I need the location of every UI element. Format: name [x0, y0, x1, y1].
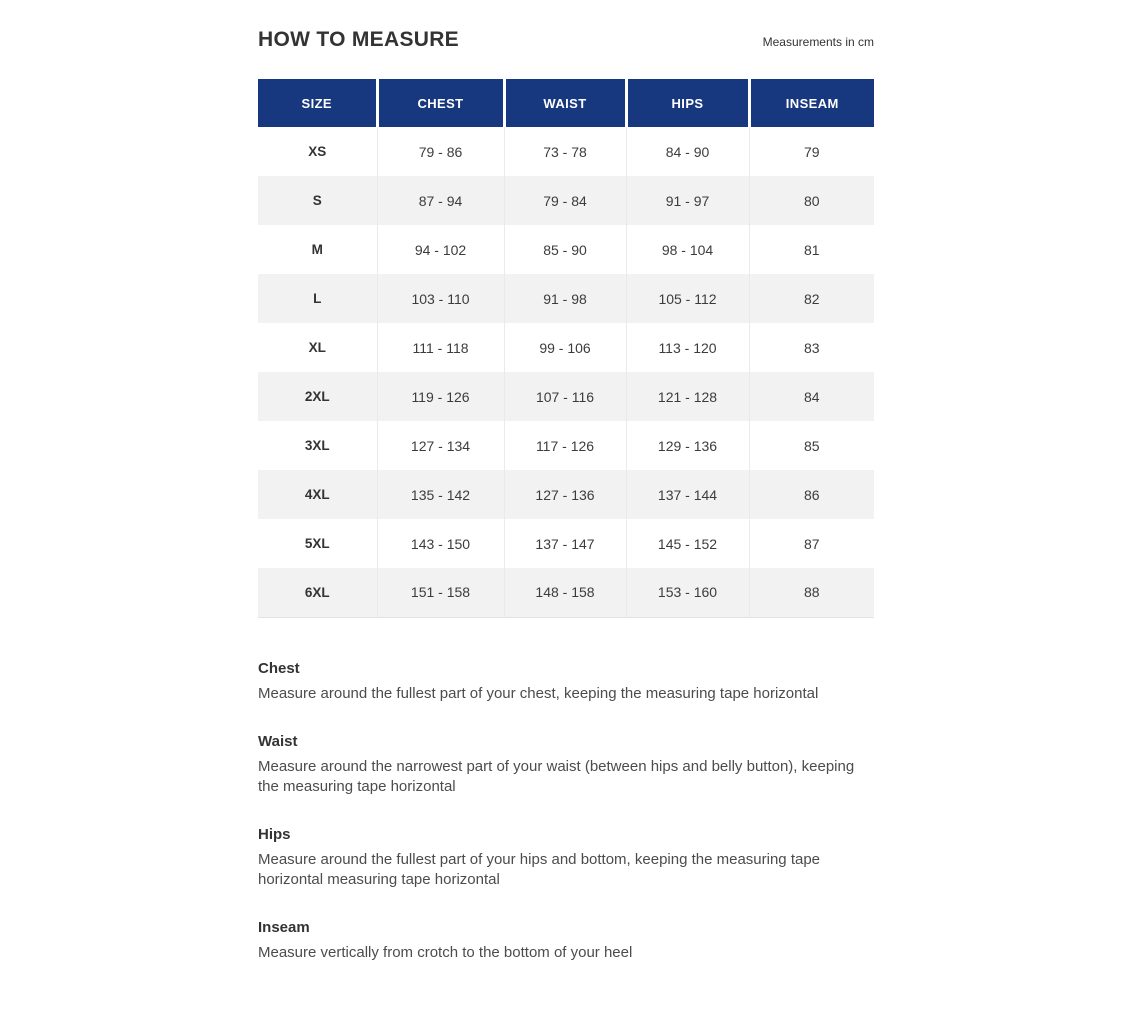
title-row: [258, 28, 874, 52]
cell-chest: 151 - 158: [377, 568, 504, 617]
cell-hips: 84 - 90: [626, 127, 749, 176]
cell-chest: 135 - 142: [377, 470, 504, 519]
cell-waist: 99 - 106: [504, 323, 626, 372]
cell-waist: 107 - 116: [504, 372, 626, 421]
cell-inseam: 85: [749, 421, 874, 470]
guide-text-inseam: Measure vertically from crotch to the bottom of your heel: [258, 943, 633, 961]
cell-waist: 85 - 90: [504, 225, 626, 274]
cell-waist: 148 - 158: [504, 568, 626, 617]
guide-section-chest: [258, 660, 874, 704]
cell-size: XL: [308, 340, 326, 355]
cell-size: 4XL: [304, 487, 330, 502]
cell-size: S: [312, 193, 322, 208]
cell-size: 6XL: [258, 568, 377, 617]
cell-hips: 105 - 112: [626, 274, 749, 323]
cell-hips: 129 - 136: [626, 421, 749, 470]
cell-chest: 127 - 134: [377, 421, 504, 470]
cell-inseam: 84: [749, 372, 874, 421]
guide-text-chest: Measure around the fullest part of your chest, keeping the measuring tape horizontal: [258, 684, 819, 702]
cell-waist: 137 - 147: [504, 519, 626, 568]
cell-size: 5XL: [304, 536, 330, 551]
cell-chest: 79 - 86: [377, 127, 504, 176]
table-row-2xl: [258, 372, 874, 421]
cell-inseam: 88: [749, 568, 874, 617]
cell-hips: 153 - 160: [626, 568, 749, 617]
cell-size: 2XL: [304, 389, 330, 404]
table-row-l: [258, 274, 874, 323]
cell-inseam: 87: [749, 519, 874, 568]
cell-hips: 98 - 104: [626, 225, 749, 274]
table-row-s: [258, 176, 874, 225]
cell-waist: 73 - 78: [504, 127, 626, 176]
guide-heading-chest: Chest: [258, 659, 300, 677]
guide-text-hips: Measure around the fullest part of your hips and bottom, keeping the measuring tape horizontal measuring tape horizontal: [258, 850, 821, 888]
unit-note: Measurements in cm: [762, 35, 874, 49]
cell-size: XS: [308, 144, 327, 159]
cell-hips: 91 - 97: [626, 176, 749, 225]
cell-inseam: 82: [749, 274, 874, 323]
cell-chest: 87 - 94: [377, 176, 504, 225]
table-row-6xl: [258, 568, 874, 617]
cell-chest: 111 - 118: [377, 323, 504, 372]
column-header-hips: HIPS: [626, 79, 749, 127]
table-row-xs: [258, 127, 874, 176]
cell-inseam: 79: [749, 127, 874, 176]
column-header-waist: WAIST: [504, 79, 626, 127]
cell-hips: 113 - 120: [626, 323, 749, 372]
cell-chest: 94 - 102: [377, 225, 504, 274]
cell-hips: 121 - 128: [626, 372, 749, 421]
cell-waist: 117 - 126: [504, 421, 626, 470]
cell-chest: 103 - 110: [377, 274, 504, 323]
cell-chest: 119 - 126: [377, 372, 504, 421]
cell-hips: 137 - 144: [626, 470, 749, 519]
guide-heading-waist: Waist: [258, 732, 298, 750]
cell-size: M: [311, 242, 323, 257]
cell-waist: 91 - 98: [504, 274, 626, 323]
cell-inseam: 81: [749, 225, 874, 274]
column-header-chest: CHEST: [377, 79, 504, 127]
cell-hips: 145 - 152: [626, 519, 749, 568]
page-title: HOW TO MEASURE: [258, 28, 459, 51]
cell-inseam: 80: [749, 176, 874, 225]
guide-heading-hips: Hips: [258, 825, 291, 843]
table-header-row: [258, 79, 874, 127]
cell-size: 3XL: [304, 438, 330, 453]
measure-guides: [258, 660, 874, 963]
guide-heading-inseam: Inseam: [258, 918, 310, 936]
guide-text-waist: Measure around the narrowest part of your waist (between hips and belly button), keeping the measuring tape horizontal: [258, 757, 855, 795]
cell-inseam: 83: [749, 323, 874, 372]
cell-inseam: 86: [749, 470, 874, 519]
cell-waist: 127 - 136: [504, 470, 626, 519]
table-row-3xl: [258, 421, 874, 470]
cell-size: L: [313, 291, 322, 306]
guide-section-inseam: [258, 919, 874, 963]
table-row-5xl: [258, 519, 874, 568]
table-row-xl: [258, 323, 874, 372]
size-chart-table: [258, 79, 874, 618]
column-header-size: SIZE: [258, 79, 377, 127]
guide-section-waist: [258, 733, 874, 797]
guide-section-hips: [258, 826, 874, 890]
table-row-m: [258, 225, 874, 274]
column-header-inseam: INSEAM: [749, 79, 874, 127]
cell-chest: 143 - 150: [377, 519, 504, 568]
table-row-4xl: [258, 470, 874, 519]
size-guide-page: [258, 0, 874, 963]
cell-waist: 79 - 84: [504, 176, 626, 225]
